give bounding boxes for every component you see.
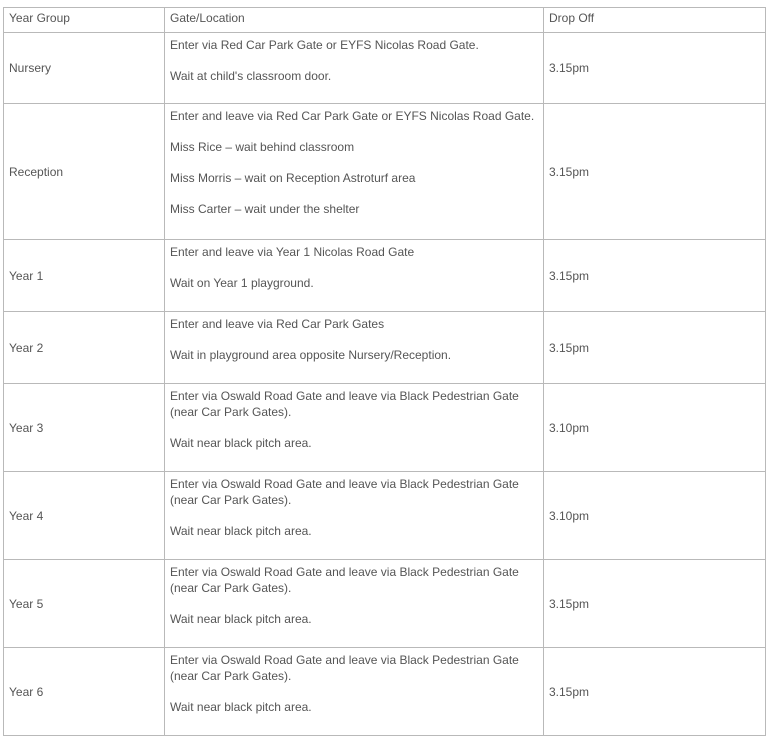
year-group-cell: Nursery xyxy=(4,33,165,104)
table-row xyxy=(4,33,766,104)
header-gate-location: Gate/Location xyxy=(165,8,544,33)
gate-location-cell xyxy=(165,312,544,384)
gate-location-cell xyxy=(165,104,544,240)
location-line: Miss Carter – wait under the shelter xyxy=(170,202,360,216)
year-group-cell: Year 1 xyxy=(4,240,165,312)
table-row xyxy=(4,648,766,736)
location-line: Miss Rice – wait behind classroom xyxy=(170,140,355,154)
gate-location-cell xyxy=(165,33,544,104)
year-group-cell: Reception xyxy=(4,104,165,240)
table-row xyxy=(4,240,766,312)
drop-off-cell: 3.15pm xyxy=(544,648,766,736)
pickup-table xyxy=(3,7,766,736)
location-line: Enter via Oswald Road Gate and leave via Black Pedestrian Gate (near Car Park Gates). xyxy=(170,389,519,419)
location-line: Enter and leave via Year 1 Nicolas Road Gate xyxy=(170,245,415,259)
drop-off-cell: 3.15pm xyxy=(544,312,766,384)
table-row xyxy=(4,384,766,472)
table-row xyxy=(4,472,766,560)
header-drop-off: Drop Off xyxy=(544,8,766,33)
location-line: Enter via Oswald Road Gate and leave via Black Pedestrian Gate (near Car Park Gates). xyxy=(170,653,519,683)
location-line: Enter and leave via Red Car Park Gates xyxy=(170,317,385,331)
year-group-cell: Year 2 xyxy=(4,312,165,384)
location-line: Wait near black pitch area. xyxy=(170,436,312,450)
location-line: Wait near black pitch area. xyxy=(170,524,312,538)
gate-location-cell xyxy=(165,472,544,560)
table-row xyxy=(4,104,766,240)
drop-off-cell: 3.15pm xyxy=(544,560,766,648)
gate-location-cell xyxy=(165,648,544,736)
drop-off-cell: 3.15pm xyxy=(544,240,766,312)
header-row xyxy=(4,8,766,33)
drop-off-cell: 3.15pm xyxy=(544,104,766,240)
table-row xyxy=(4,560,766,648)
location-line: Miss Morris – wait on Reception Astroturf area xyxy=(170,171,416,185)
location-line: Wait in playground area opposite Nursery/Reception. xyxy=(170,348,452,362)
drop-off-cell: 3.15pm xyxy=(544,33,766,104)
location-line: Wait near black pitch area. xyxy=(170,612,312,626)
gate-location-cell xyxy=(165,384,544,472)
gate-location-cell xyxy=(165,240,544,312)
location-line: Enter and leave via Red Car Park Gate or EYFS Nicolas Road Gate. xyxy=(170,109,535,123)
drop-off-cell: 3.10pm xyxy=(544,384,766,472)
location-line: Wait near black pitch area. xyxy=(170,700,312,714)
header-year-group: Year Group xyxy=(4,8,165,33)
year-group-cell: Year 4 xyxy=(4,472,165,560)
location-line: Enter via Oswald Road Gate and leave via Black Pedestrian Gate (near Car Park Gates). xyxy=(170,477,519,507)
year-group-cell: Year 5 xyxy=(4,560,165,648)
location-line: Enter via Oswald Road Gate and leave via Black Pedestrian Gate (near Car Park Gates). xyxy=(170,565,519,595)
location-line: Enter via Red Car Park Gate or EYFS Nicolas Road Gate. xyxy=(170,38,479,52)
drop-off-cell: 3.10pm xyxy=(544,472,766,560)
year-group-cell: Year 6 xyxy=(4,648,165,736)
location-line: Wait on Year 1 playground. xyxy=(170,276,314,290)
location-line: Wait at child's classroom door. xyxy=(170,69,332,83)
year-group-cell: Year 3 xyxy=(4,384,165,472)
table-row xyxy=(4,312,766,384)
gate-location-cell xyxy=(165,560,544,648)
